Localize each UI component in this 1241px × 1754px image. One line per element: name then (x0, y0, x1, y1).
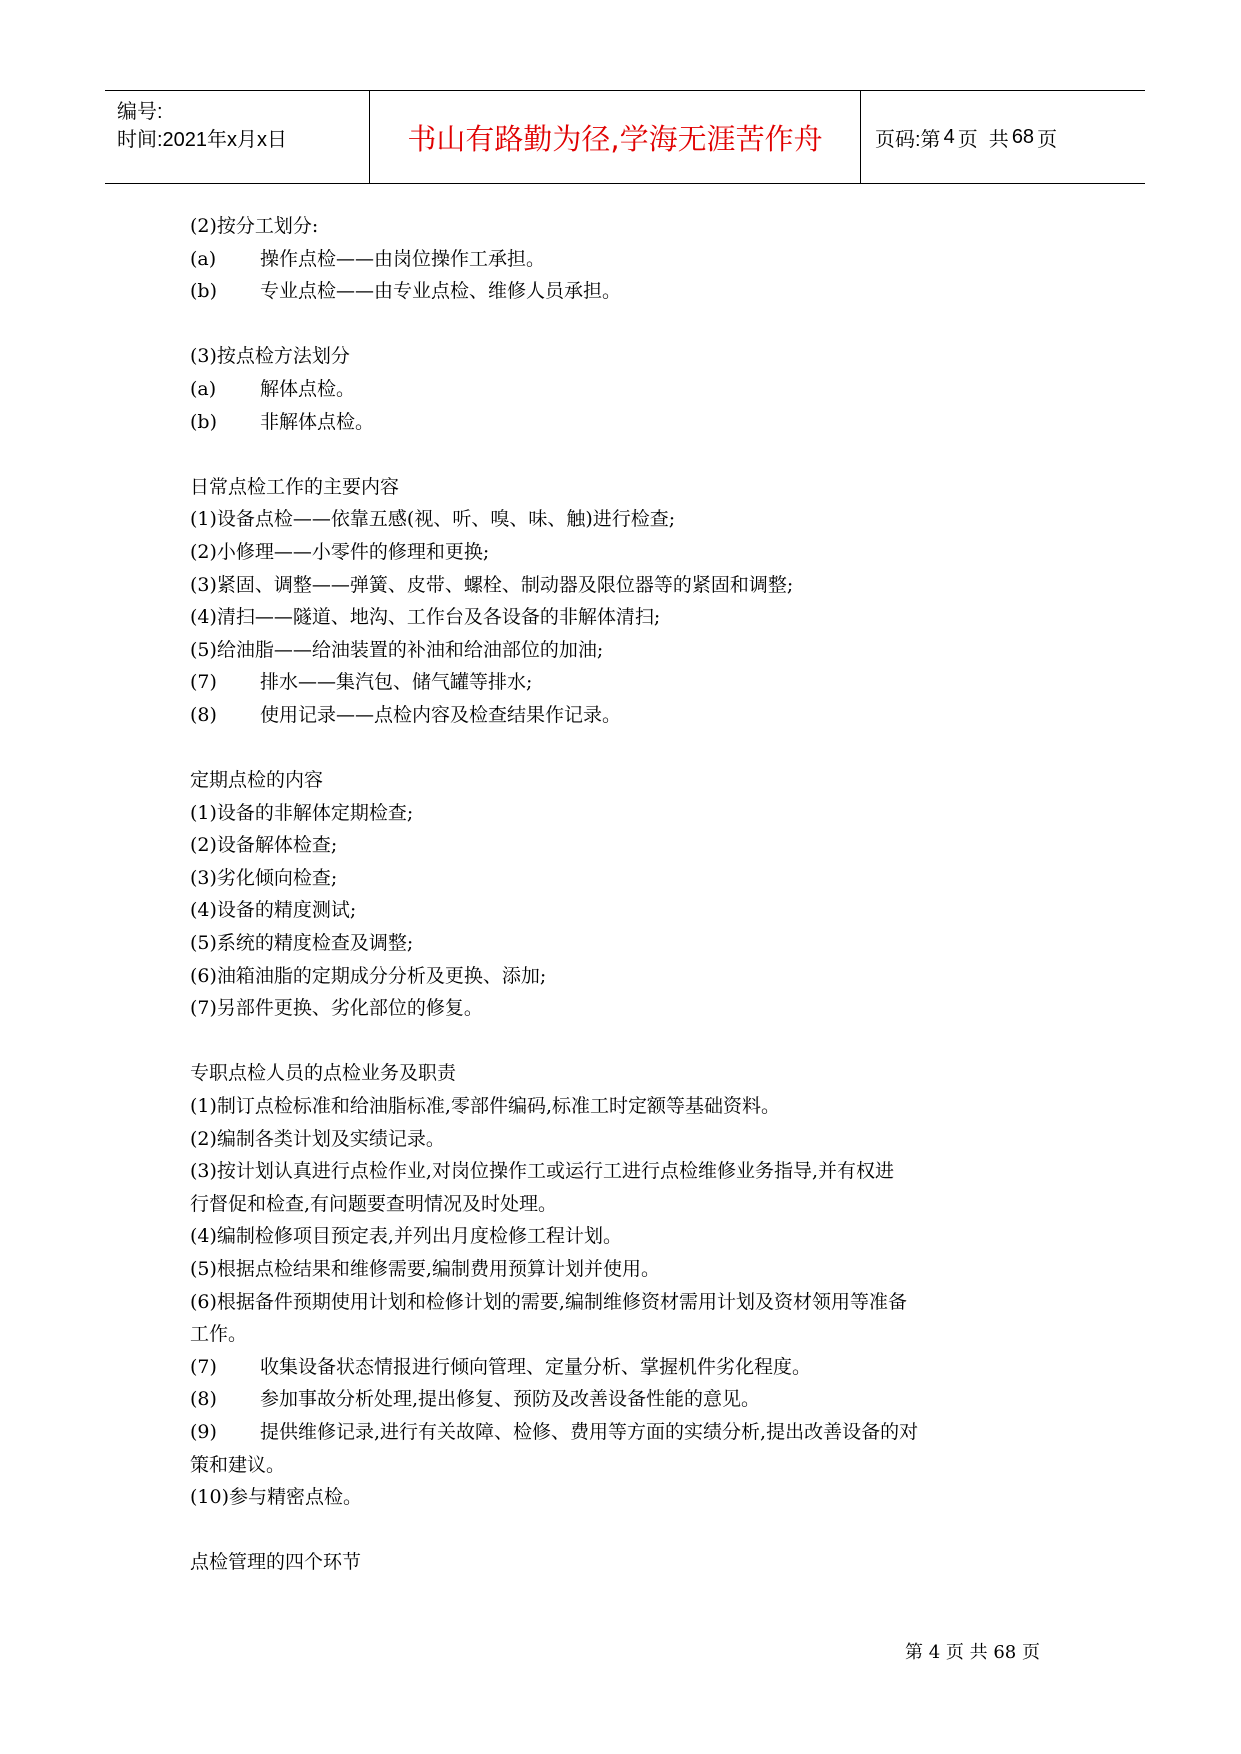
list-item (190, 1416, 1070, 1449)
item-label: (a) (190, 247, 217, 270)
page-footer: 第 4 页 共 68 页 (905, 1642, 1040, 1663)
list-item: (2)设备解体检查; (190, 834, 338, 857)
list-item: (2)小修理——小零件的修理和更换; (190, 540, 490, 563)
item-text: 使用记录——点检内容及检查结果作记录。 (260, 703, 622, 726)
list-item (190, 373, 1070, 406)
item-label: (8) (190, 703, 217, 726)
list-item (190, 1383, 1070, 1416)
section-title: 定期点检的内容 (190, 769, 324, 792)
header-page-info (875, 91, 1057, 183)
item-label: (7) (190, 1355, 217, 1378)
list-item-continued: 行督促和检查,有问题要查明情况及时处理。 (190, 1192, 558, 1215)
list-item: (5)给油脂——给油装置的补油和给油部位的加油; (190, 638, 604, 661)
item-text: 解体点检。 (260, 377, 356, 400)
spacer (190, 308, 1070, 341)
document-body (190, 210, 1070, 1579)
item-text: 收集设备状态情报进行倾向管理、定量分析、掌握机件劣化程度。 (260, 1355, 812, 1378)
item-label: (b) (190, 280, 217, 303)
list-item: (6)根据备件预期使用计划和检修计划的需要,编制维修资材需用计划及资材领用等准备 (190, 1290, 907, 1313)
list-item: (7)另部件更换、劣化部位的修复。 (190, 997, 483, 1020)
spacer (190, 1025, 1070, 1058)
section-title: 专职点检人员的点检业务及职责 (190, 1062, 457, 1085)
page-label: 页码:第 (875, 128, 941, 151)
page-end-label: 页 (1037, 128, 1058, 151)
section-title: 点检管理的四个环节 (190, 1551, 362, 1574)
list-item: (3)劣化倾向检查; (190, 866, 338, 889)
item-text: 非解体点检。 (260, 410, 375, 433)
page-total: 68 (1011, 125, 1035, 148)
list-item: (6)油箱油脂的定期成分分析及更换、添加; (190, 964, 547, 987)
item-text: 操作点检——由岗位操作工承担。 (260, 247, 546, 270)
list-item (190, 406, 1070, 439)
item-text: 专业点检——由专业点检、维修人员承担。 (260, 280, 622, 303)
spacer (190, 438, 1070, 471)
doc-time-label: 时间:2021年x月x日 (117, 129, 288, 151)
list-item: (3)按计划认真进行点检作业,对岗位操作工或运行工进行点检维修业务指导,并有权进 (190, 1160, 894, 1183)
list-item: (5)根据点检结果和维修需要,编制费用预算计划并使用。 (190, 1258, 660, 1280)
section-title: 日常点检工作的主要内容 (190, 475, 400, 498)
list-item: (1)制订点检标准和给油脂标准,零部件编码,标准工时定额等基础资料。 (190, 1095, 780, 1118)
doc-number-label: 编号: (117, 101, 163, 123)
header-motto: 书山有路勤为径,学海无涯苦作舟 (407, 121, 823, 156)
item-label: (a) (190, 377, 217, 400)
list-item (190, 699, 1070, 732)
list-item: (3)紧固、调整——弹簧、皮带、螺栓、制动器及限位器等的紧固和调整; (190, 573, 794, 596)
list-item: (4)设备的精度测试; (190, 899, 357, 922)
list-item: (5)系统的精度检查及调整; (190, 932, 414, 955)
list-item-continued: 策和建议。 (190, 1453, 286, 1476)
list-item: (4)编制检修项目预定表,并列出月度检修工程计划。 (190, 1225, 622, 1248)
item-text: 提供维修记录,进行有关故障、检修、费用等方面的实绩分析,提出改善设备的对 (260, 1420, 919, 1443)
list-item (190, 666, 1070, 699)
item-label: (8) (190, 1388, 217, 1411)
list-item-continued: 工作。 (190, 1323, 248, 1346)
list-item: (1)设备点检——依靠五感(视、听、嗅、味、触)进行检查; (190, 508, 676, 531)
item-label: (b) (190, 410, 217, 433)
item-text: 排水——集汽包、储气罐等排水; (260, 671, 533, 694)
list-item: (4)清扫——隧道、地沟、工作台及各设备的非解体清扫; (190, 606, 661, 629)
item-label: (7) (190, 671, 217, 694)
list-item: (10)参与精密点检。 (190, 1486, 363, 1509)
list-item (190, 275, 1070, 308)
header-divider-right (860, 91, 861, 183)
spacer (190, 1514, 1070, 1547)
page-header (105, 90, 1145, 184)
header-meta (117, 91, 367, 183)
section-title: (3)按点检方法划分 (190, 345, 350, 368)
list-item (190, 243, 1070, 276)
item-text: 参加事故分析处理,提出修复、预防及改善设备性能的意见。 (260, 1388, 761, 1411)
page-number: 4 (943, 125, 955, 148)
item-label: (9) (190, 1420, 217, 1443)
section-title: (2)按分工划分: (190, 215, 319, 237)
page-mid-label: 页 共 (957, 128, 1009, 151)
list-item (190, 1351, 1070, 1384)
list-item: (2)编制各类计划及实绩记录。 (190, 1127, 445, 1150)
spacer (190, 732, 1070, 765)
list-item: (1)设备的非解体定期检查; (190, 801, 414, 824)
